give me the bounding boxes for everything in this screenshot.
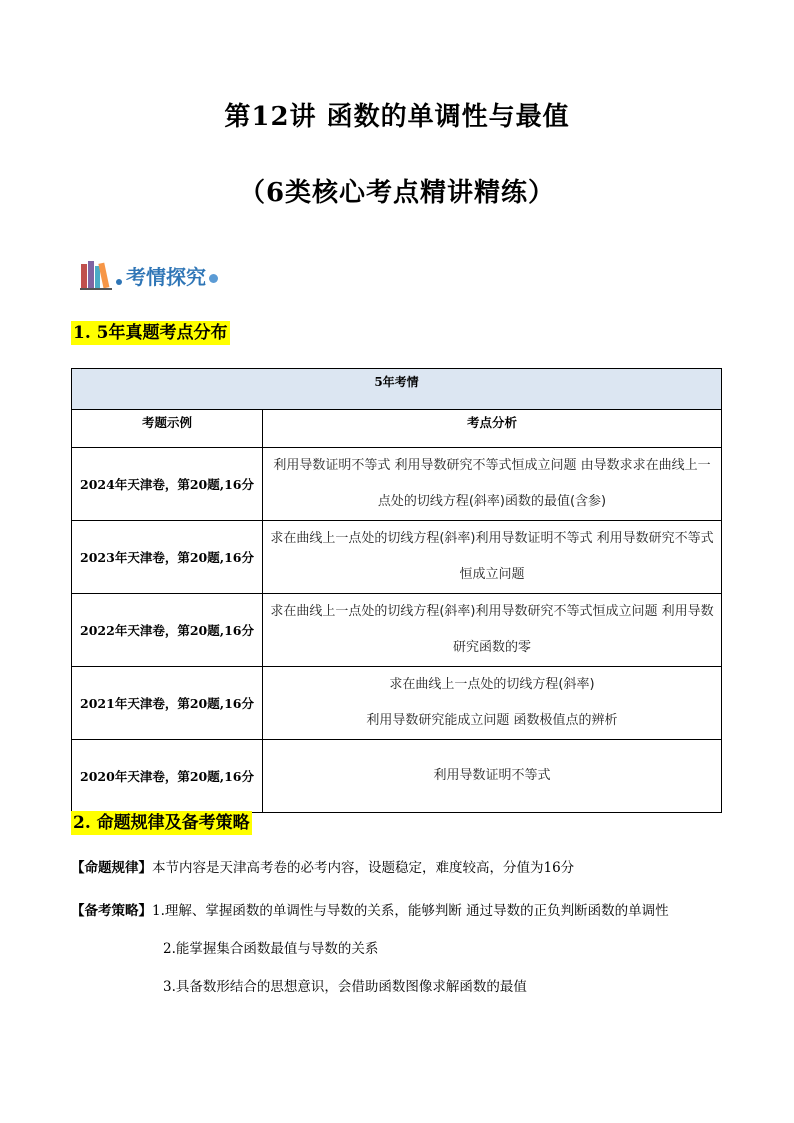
cell-analysis: 求在曲线上一点处的切线方程(斜率)利用导数证明不等式 利用导数研究不等式恒成立问题 xyxy=(263,521,722,594)
section-badge xyxy=(80,258,218,292)
rule-label: 【命题规律】 xyxy=(71,860,152,876)
exam-table xyxy=(71,368,722,813)
cell-example: 2023年天津卷，第20题,16分 xyxy=(72,521,263,594)
cell-example: 2022年天津卷，第20题,16分 xyxy=(72,594,263,667)
rule-text: 本节内容是天津高考卷的必考内容，设题稳定，难度较高，分值为16分 xyxy=(152,860,575,876)
table-row xyxy=(72,740,722,813)
table-row xyxy=(72,521,722,594)
cell-analysis: 求在曲线上一点处的切线方程(斜率)利用导数研究不等式恒成立问题 利用导数研究函数的零 xyxy=(263,594,722,667)
column-header-example: 考题示例 xyxy=(72,410,263,448)
cell-analysis: 求在曲线上一点处的切线方程(斜率) 利用导数研究能成立问题 函数极值点的辨析 xyxy=(263,667,722,740)
cell-example: 2021年天津卷，第20题,16分 xyxy=(72,667,263,740)
badge-dot xyxy=(209,274,218,283)
strategy-paragraph xyxy=(71,901,669,921)
strategy-item: 3.具备数形结合的思想意识，会借助函数图像求解函数的最值 xyxy=(163,979,527,995)
strategy-label: 【备考策略】 xyxy=(71,903,152,919)
rule-paragraph xyxy=(71,858,574,878)
cell-example: 2024年天津卷，第20题,16分 xyxy=(72,448,263,521)
table-row xyxy=(72,667,722,740)
badge-dot-left xyxy=(116,279,122,285)
page-subtitle: （6类核心考点精讲精练） xyxy=(238,178,556,208)
page-title: 第12讲 函数的单调性与最值 xyxy=(224,102,570,132)
books-icon xyxy=(80,260,114,290)
badge-label: 考情探究 xyxy=(126,264,206,289)
table-caption: 5年考情 xyxy=(72,369,722,410)
section-heading-1: 1. 5年真题考点分布 xyxy=(73,323,228,343)
column-header-analysis: 考点分析 xyxy=(263,410,722,448)
cell-example: 2020年天津卷，第20题,16分 xyxy=(72,740,263,813)
section-heading-2: 2. 命题规律及备考策略 xyxy=(73,813,250,833)
cell-analysis: 利用导数证明不等式 利用导数研究不等式恒成立问题 由导数求求在曲线上一点处的切线方程(斜率)函数的最值(含参) xyxy=(263,448,722,521)
table-row xyxy=(72,448,722,521)
table-row xyxy=(72,594,722,667)
cell-analysis: 利用导数证明不等式 xyxy=(263,740,722,813)
strategy-item: 2.能掌握集合函数最值与导数的关系 xyxy=(163,941,379,957)
strategy-item: 1.理解、掌握函数的单调性与导数的关系，能够判断 通过导数的正负判断函数的单调性 xyxy=(152,903,669,919)
